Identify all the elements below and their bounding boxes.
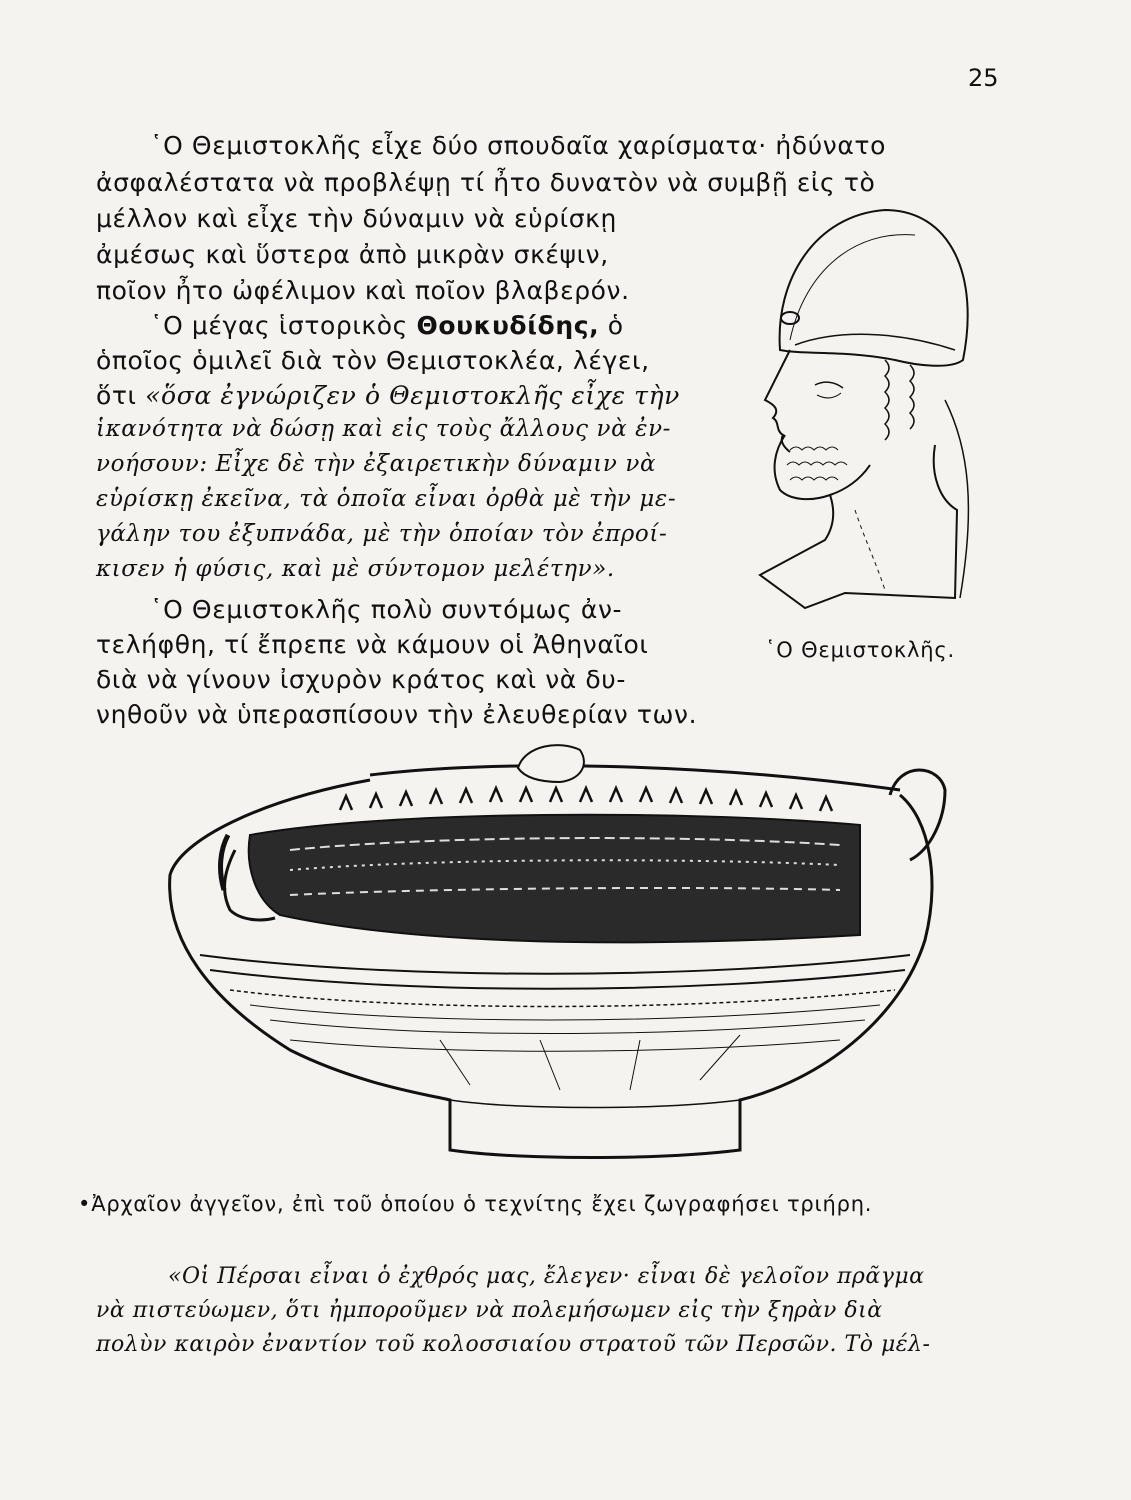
text-line: ἱκανότητα νὰ δώσῃ καὶ εἰς τοὺς ἄλλους νὰ ἐν- — [96, 416, 672, 442]
text-line: νηθοῦν νὰ ὑπερασπίσουν τὴν ἐλευθερίαν των. — [96, 700, 698, 729]
quote-line: νὰ πιστεύωμεν, ὅτι ἠμποροῦμεν νὰ πολεμήσωμεν εἰς τὴν ξηρὰν διὰ — [96, 1298, 883, 1323]
themistocles-bust-illustration — [735, 190, 990, 630]
text-line: μέλλον καὶ εἶχε τὴν δύναμιν νὰ εὑρίσκῃ — [96, 204, 617, 233]
page-number: 25 — [968, 64, 999, 92]
portrait-caption: ῾Ο Θεμιστοκλῆς. — [765, 638, 955, 662]
text-line: ποῖον ἦτο ὠφέλιμον καὶ ποῖον βλαβερόν. — [96, 276, 630, 305]
ancient-vase-illustration — [140, 740, 960, 1170]
text-line: ὁποῖος ὁμιλεῖ διὰ τὸν Θεμιστοκλέα, λέγει, — [96, 346, 650, 375]
text-line: ῾Ο Θεμιστοκλῆς πολὺ συντόμως ἀν- — [150, 595, 623, 624]
text-line: γάλην του ἐξυπνάδα, μὲ τὴν ὁποίαν τὸν ἐπροί- — [96, 521, 668, 547]
vase-caption — [78, 1192, 872, 1216]
text-line: διὰ νὰ γίνουν ἰσχυρὸν κράτος καὶ νὰ δυ- — [96, 665, 626, 694]
text-line: ἀσφαλέστατα νὰ προβλέψῃ τί ἦτο δυνατὸν νὰ συμβῇ εἰς τὸ — [96, 168, 876, 197]
text-line: τελήφθη, τί ἔπρεπε νὰ κάμουν οἱ Ἀθηναῖοι — [96, 630, 649, 659]
text-line — [96, 383, 680, 408]
quote-span: «ὅσα ἐγνώριζεν ὁ Θεμιστοκλῆς εἶχε τὴν — [145, 381, 680, 410]
text-line: ἀμέσως καὶ ὕστερα ἀπὸ μικρὰν σκέψιν, — [96, 240, 609, 269]
text-line: κισεν ἡ φύσις, καὶ μὲ σύντομον μελέτην». — [96, 556, 615, 582]
bullet-icon: • — [78, 1192, 92, 1216]
historian-name: Θουκυδίδης, — [416, 311, 600, 340]
text-span: ὁ — [599, 311, 624, 340]
quote-line: «Οἱ Πέρσαι εἶναι ὁ ἐχθρός μας, ἔλεγεν· εἶναι δὲ γελοῖον πρᾶγμα — [168, 1264, 925, 1289]
text-line: εὑρίσκῃ ἐκεῖνα, τὰ ὁποῖα εἶναι ὀρθὰ μὲ τὴν με- — [96, 486, 677, 512]
text-span: ὅτι — [96, 381, 146, 410]
text-line — [150, 313, 624, 338]
text-line: ῾Ο Θεμιστοκλῆς εἶχε δύο σπουδαῖα χαρίσματα· ἠδύνατο — [150, 131, 886, 160]
text-span: ῾Ο μέγας ἱστορικὸς — [150, 311, 417, 340]
vase-caption-text: Ἀρχαῖον ἀγγεῖον, ἐπὶ τοῦ ὁποίου ὁ τεχνίτης ἔχει ζωγραφήσει τριήρη. — [91, 1192, 873, 1216]
text-line: νοήσουν: Εἶχε δὲ τὴν ἐξαιρετικὴν δύναμιν νὰ — [96, 451, 657, 477]
quote-line: πολὺν καιρὸν ἐναντίον τοῦ κολοσσιαίου στρατοῦ τῶν Περσῶν. Τὸ μέλ- — [96, 1332, 931, 1357]
